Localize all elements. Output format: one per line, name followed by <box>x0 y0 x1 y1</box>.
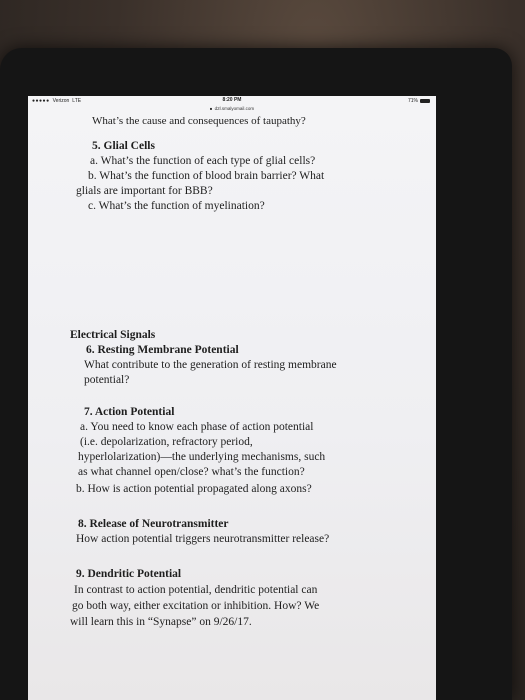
battery-icon <box>420 99 430 103</box>
glial-item-b-line2: glials are important for BBB? <box>76 185 213 197</box>
status-time: 8:20 PM <box>222 97 242 103</box>
dendritic-line3: will learn this in “Synapse” on 9/26/17. <box>70 616 252 628</box>
dendritic-line2: go both way, either excitation or inhibition. How? We <box>72 600 320 612</box>
resting-potential-line1: What contribute to the generation of resting membrane <box>84 359 337 371</box>
network-type: LTE <box>72 98 82 104</box>
glial-item-a: a. What’s the function of each type of glial cells? <box>90 155 316 167</box>
resting-potential-heading: 6. Resting Membrane Potential <box>86 344 239 356</box>
battery-status <box>408 98 430 104</box>
glial-cells-heading: 5. Glial Cells <box>92 140 155 152</box>
action-potential-heading: 7. Action Potential <box>84 406 175 418</box>
url-bar[interactable] <box>28 106 436 111</box>
signal-strength-icon: ●●●●● <box>32 98 50 104</box>
dendritic-line1: In contrast to action potential, dendritic potential can <box>74 584 318 596</box>
action-item-a-line1: a. You need to know each phase of action potential <box>80 421 314 433</box>
status-bar <box>28 96 436 106</box>
glial-item-b-line1: b. What’s the function of blood brain barrier? What <box>88 170 325 182</box>
url-text: d2l.smalyomail.com <box>214 106 255 111</box>
action-item-a-line2: (i.e. depolarization, refractory period, <box>80 436 253 448</box>
carrier-name: Verizon <box>52 98 70 104</box>
glial-item-c: c. What’s the function of myelination? <box>88 200 265 212</box>
battery-percent: 71% <box>407 98 418 104</box>
electrical-signals-heading: Electrical Signals <box>70 329 156 341</box>
dendritic-heading: 9. Dendritic Potential <box>76 568 182 580</box>
lock-icon: ■ <box>209 106 213 111</box>
resting-potential-line2: potential? <box>84 374 130 386</box>
action-item-a-line3: hyperlolarization)—the underlying mechanisms, such <box>78 451 326 463</box>
release-heading: 8. Release of Neurotransmitter <box>78 518 229 530</box>
action-item-b: b. How is action potential propagated along axons? <box>76 483 312 495</box>
action-item-a-line4: as what channel open/close? what’s the function? <box>78 466 305 478</box>
cut-off-question: What’s the cause and consequences of taupathy? <box>92 115 306 127</box>
release-line: How action potential triggers neurotransmitter release? <box>76 533 330 545</box>
